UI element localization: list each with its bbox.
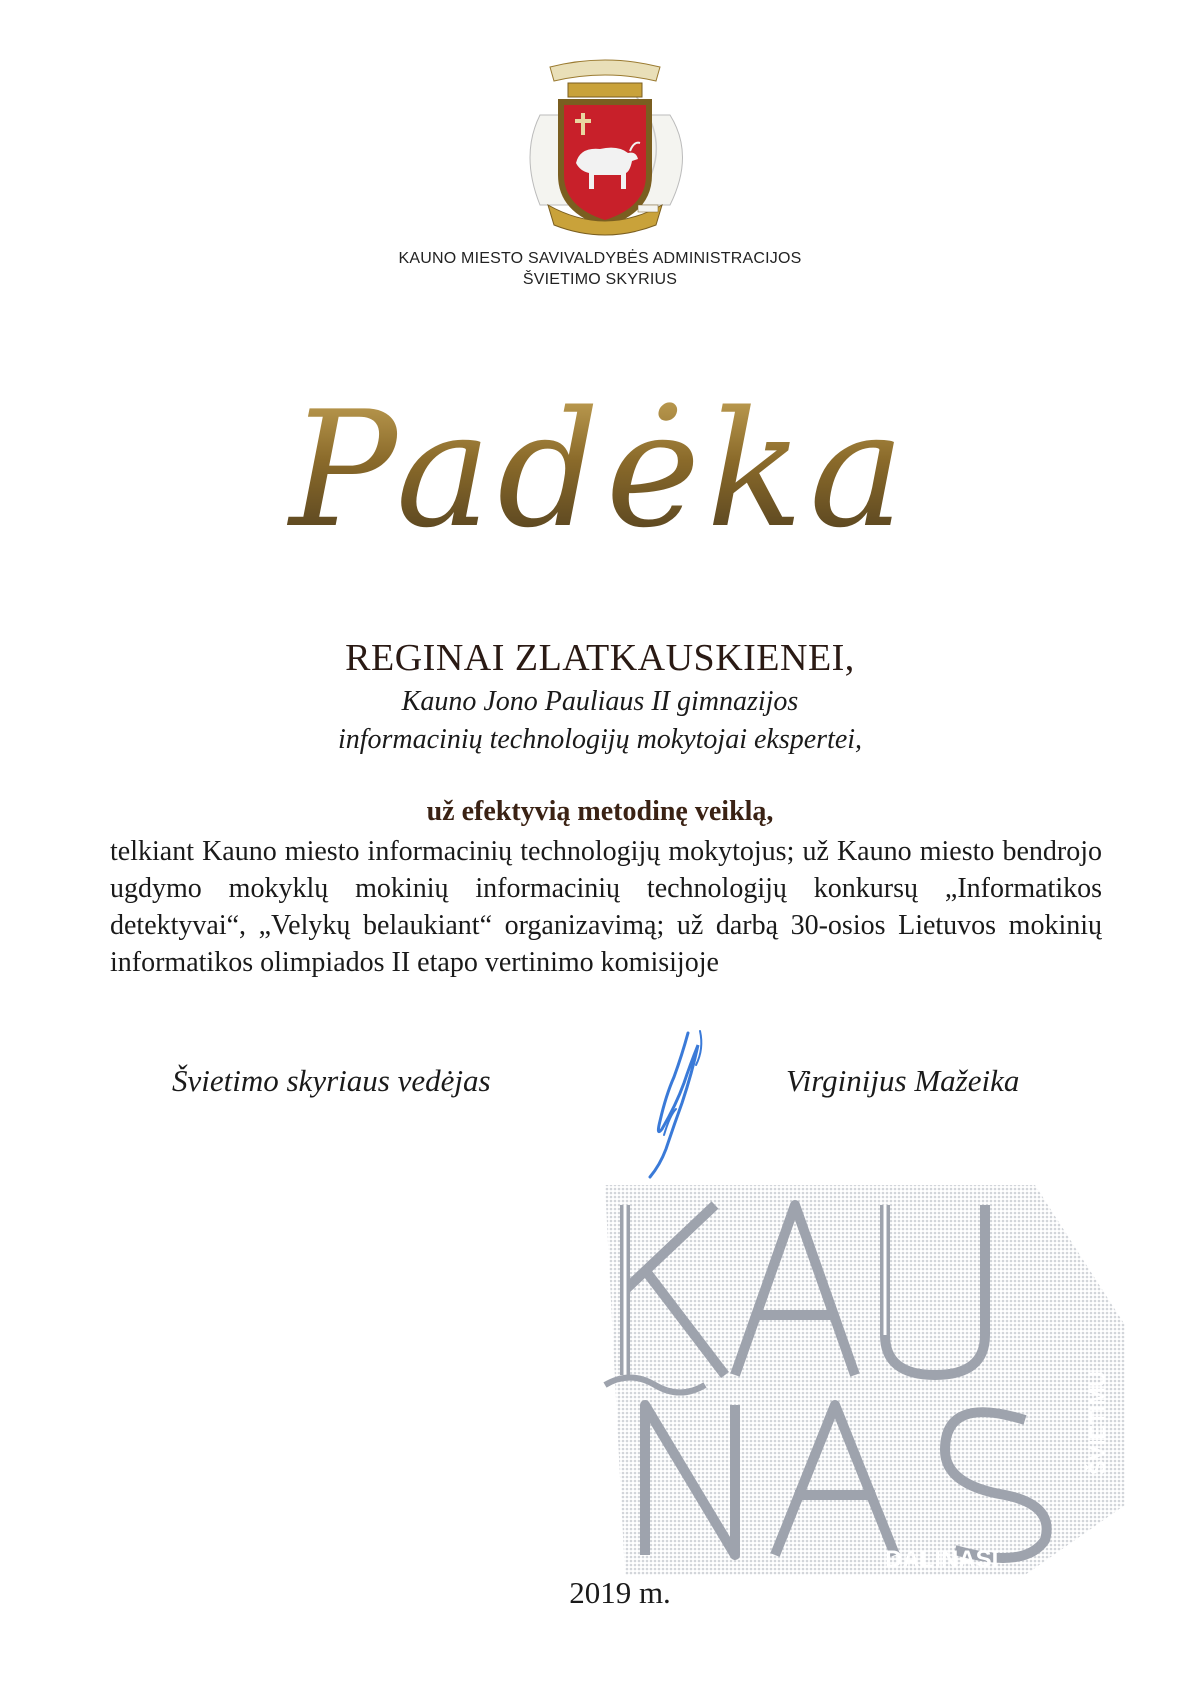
- certificate-year: 2019 m.: [569, 1575, 671, 1610]
- signer-name: Virginijus Mažeika: [786, 1063, 1020, 1098]
- handwritten-signature-icon: [630, 1025, 750, 1185]
- certificate-title: Padėka: [0, 380, 1200, 560]
- recipient-affiliation-line1: Kauno Jono Pauliaus II gimnazijos: [401, 686, 799, 717]
- watermark-bottom-text: DALINASI: [885, 1546, 999, 1573]
- organization-name-line2: ŠVIETIMO SKYRIUS: [522, 271, 678, 288]
- kaunas-coat-of-arms-icon: [510, 55, 700, 245]
- recipient-name: REGINAI ZLATKAUSKIENEI,: [345, 637, 855, 679]
- organization-name-line1: KAUNO MIESTO SAVIVALDYBĖS ADMINISTRACIJOS: [398, 250, 802, 267]
- reason-body: telkiant Kauno miesto informacinių technologijų mokytojus; už Kauno miesto bendrojo ugdymo mokyklų mokinių informacinių technologijų konkursų „Informatikos detektyvai“, „Velykų belaukiant“ organizavimą; už darbą 30-osios Lietuvos mokinių informatikos olimpiados II etapo vertinimo komisijoje: [110, 836, 1102, 978]
- kaunas-dalinasi-logo-icon: [585, 1175, 1145, 1595]
- recipient-affiliation-line2: informacinių technologijų mokytojai ekspertei,: [337, 724, 863, 755]
- reason-heading: už efektyvią metodinę veiklą,: [426, 796, 774, 827]
- watermark-side-text: ŠVIETIMU: [1085, 1371, 1110, 1475]
- signer-title: Švietimo skyriaus vedėjas: [172, 1063, 491, 1098]
